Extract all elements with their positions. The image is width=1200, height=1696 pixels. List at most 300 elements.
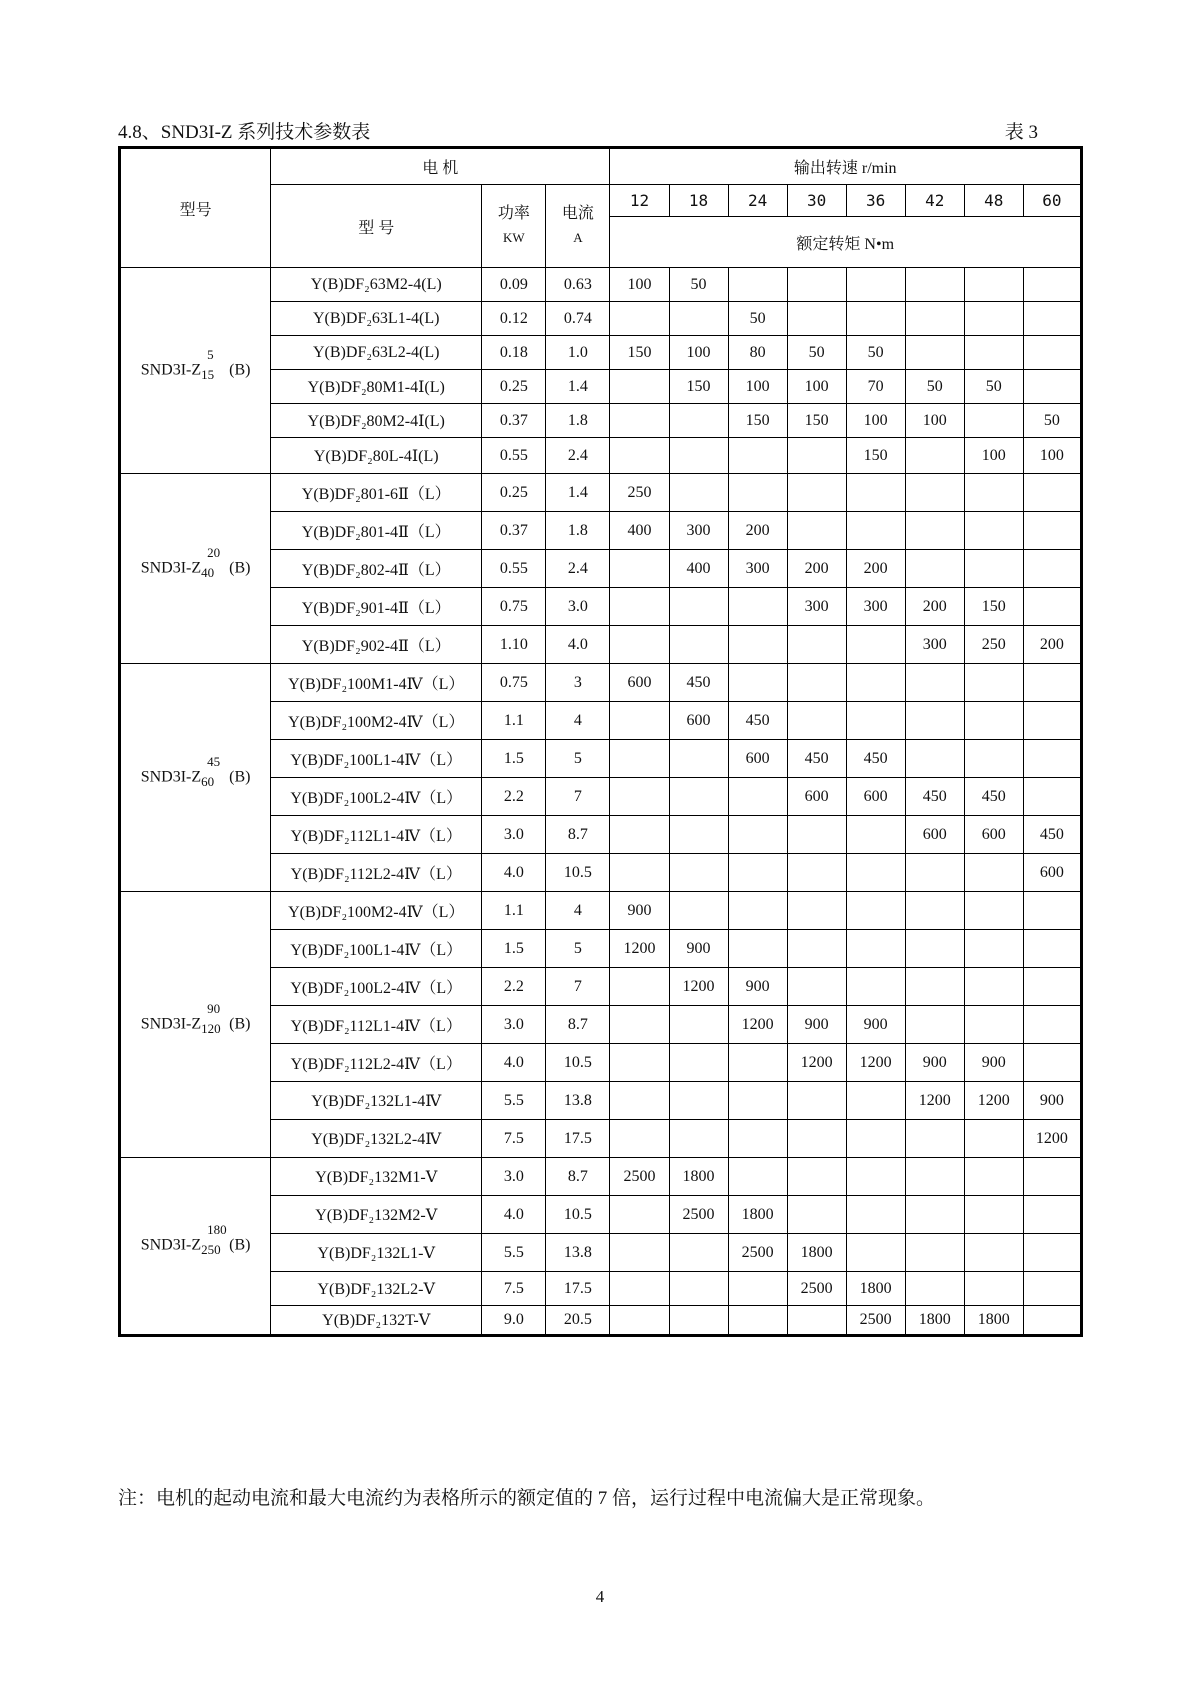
torque-cell: 900 [669,930,728,968]
torque-cell: 1200 [964,1082,1023,1120]
current-cell: 4 [546,702,610,740]
torque-cell [669,816,728,854]
torque-cell: 1800 [905,1306,964,1336]
motor-model-cell: Y(B)DF₂112L1-4Ⅳ（L） [271,816,482,854]
motor-model-cell: Y(B)DF₂80M1-4Ⅰ(L) [271,370,482,404]
current-cell: 5 [546,930,610,968]
current-cell: 0.63 [546,268,610,302]
torque-cell: 400 [669,550,728,588]
torque-cell [964,1006,1023,1044]
torque-cell [787,854,846,892]
torque-cell [905,968,964,1006]
torque-cell [610,702,669,740]
torque-cell: 600 [669,702,728,740]
power-cell: 2.2 [482,968,546,1006]
motor-model-cell: Y(B)DF₂63L1-4(L) [271,302,482,336]
series-ratio-max: 250 [201,1242,221,1257]
torque-cell [787,1082,846,1120]
torque-cell: 200 [905,588,964,626]
torque-cell [610,1120,669,1158]
torque-cell [728,1120,787,1158]
motor-model-cell: Y(B)DF₂63M2-4(L) [271,268,482,302]
torque-cell: 250 [964,626,1023,664]
col-speed-group-header [610,148,1082,185]
torque-cell [1023,930,1081,968]
torque-cell: 900 [964,1044,1023,1082]
torque-cell: 2500 [728,1234,787,1272]
torque-cell [964,336,1023,370]
current-cell: 2.4 [546,550,610,588]
motor-model-cell: Y(B)DF₂902-4Ⅱ（L） [271,626,482,664]
torque-cell [669,1006,728,1044]
current-cell: 7 [546,968,610,1006]
torque-cell [846,968,905,1006]
torque-cell: 450 [964,778,1023,816]
series-ratio-max: 40 [201,564,215,580]
current-cell: 8.7 [546,1158,610,1196]
torque-cell [964,268,1023,302]
torque-cell: 900 [610,892,669,930]
current-cell: 10.5 [546,1044,610,1082]
col-motor-model-header: 型 号 [271,185,482,268]
torque-cell [669,626,728,664]
torque-cell [669,892,728,930]
motor-model-cell: Y(B)DF₂132L2-4Ⅳ [271,1120,482,1158]
torque-cell [610,778,669,816]
current-cell: 20.5 [546,1306,610,1336]
torque-cell [728,816,787,854]
torque-cell [905,664,964,702]
motor-model-cell: Y(B)DF₂100M2-4Ⅳ（L） [271,892,482,930]
torque-cell: 1200 [728,1006,787,1044]
torque-cell [669,778,728,816]
power-cell: 7.5 [482,1120,546,1158]
torque-cell [787,930,846,968]
motor-model-cell: Y(B)DF₂802-4Ⅱ（L） [271,550,482,588]
motor-model-cell: Y(B)DF₂112L1-4Ⅳ（L） [271,1006,482,1044]
motor-model-cell: Y(B)DF₂80L-4Ⅰ(L) [271,438,482,474]
torque-cell [728,474,787,512]
motor-model-cell: Y(B)DF₂63L2-4(L) [271,336,482,370]
torque-cell: 150 [787,404,846,438]
torque-cell [846,854,905,892]
torque-cell [905,740,964,778]
series-prefix: SND3I-Z [140,1015,202,1033]
torque-cell [846,512,905,550]
series-ratio-min: 5 [207,346,214,362]
power-cell: 2.2 [482,778,546,816]
torque-cell [964,930,1023,968]
torque-cell [669,1120,728,1158]
table-row [120,664,1082,702]
torque-cell [610,1082,669,1120]
power-cell: 9.0 [482,1306,546,1336]
torque-cell [610,740,669,778]
power-cell: 3.0 [482,1006,546,1044]
motor-model-cell: Y(B)DF₂100M1-4Ⅳ（L） [271,664,482,702]
series-ratio-min: 20 [207,544,221,560]
torque-cell [1023,778,1081,816]
torque-cell [610,1044,669,1082]
torque-cell: 300 [669,512,728,550]
torque-cell [846,1120,905,1158]
current-cell: 13.8 [546,1234,610,1272]
torque-cell [610,1196,669,1234]
torque-cell: 200 [728,512,787,550]
speed-group-label: 输出转速 r/min [793,160,897,177]
torque-cell: 450 [1023,816,1081,854]
torque-cell: 300 [846,588,905,626]
torque-cell [610,588,669,626]
torque-cell [610,626,669,664]
torque-cell [669,438,728,474]
torque-cell [787,664,846,702]
series-ratio-max: 120 [201,1020,221,1036]
spec-table-body [120,268,1082,1336]
torque-cell [669,1044,728,1082]
torque-cell: 150 [728,404,787,438]
torque-cell: 50 [846,336,905,370]
series-ratio-max: 15 [201,366,215,382]
torque-cell [1023,892,1081,930]
current-cell: 7 [546,778,610,816]
motor-model-cell: Y(B)DF₂112L2-4Ⅳ（L） [271,1044,482,1082]
power-cell: 4.0 [482,854,546,892]
series-model-cell [120,474,271,664]
torque-cell [669,1234,728,1272]
series-prefix: SND3I-Z [140,768,202,786]
torque-cell [1023,1272,1081,1306]
torque-cell [728,1158,787,1196]
torque-cell [964,702,1023,740]
torque-cell [905,550,964,588]
torque-cell [905,702,964,740]
current-cell: 3 [546,664,610,702]
torque-cell [610,854,669,892]
table-row [120,892,1082,930]
torque-cell [1023,1196,1081,1234]
torque-cell [964,664,1023,702]
torque-cell [787,626,846,664]
torque-cell: 600 [728,740,787,778]
current-cell: 0.74 [546,302,610,336]
torque-cell: 1200 [669,968,728,1006]
col-model-header: 型号 [120,148,271,268]
torque-cell [1023,1006,1081,1044]
speed-header: 24 [728,185,787,217]
torque-cell [728,268,787,302]
torque-cell [905,1234,964,1272]
current-cell: 1.4 [546,474,610,512]
speed-header: 48 [964,185,1023,217]
torque-cell: 2500 [669,1196,728,1234]
current-cell: 2.4 [546,438,610,474]
torque-cell [610,1306,669,1336]
motor-model-cell: Y(B)DF₂132M2-Ⅴ [271,1196,482,1234]
power-cell: 0.37 [482,512,546,550]
motor-model-cell: Y(B)DF₂132L2-Ⅴ [271,1272,482,1306]
torque-cell [1023,702,1081,740]
torque-cell: 1200 [1023,1120,1081,1158]
speed-header: 30 [787,185,846,217]
torque-cell: 450 [669,664,728,702]
section-header [118,117,1038,143]
torque-cell [728,1306,787,1336]
section-title: 4.8、SND3I-Z 系列技术参数表 [118,122,371,143]
torque-cell [787,512,846,550]
power-cell: 0.75 [482,588,546,626]
torque-cell [669,740,728,778]
speed-header: 36 [846,185,905,217]
torque-cell [669,1082,728,1120]
torque-cell: 100 [669,336,728,370]
torque-cell [610,404,669,438]
speed-header: 12 [610,185,669,217]
torque-cell: 1200 [610,930,669,968]
torque-cell: 600 [905,816,964,854]
power-cell: 7.5 [482,1272,546,1306]
torque-cell [964,1196,1023,1234]
torque-cell: 1800 [728,1196,787,1234]
torque-cell: 150 [846,438,905,474]
page-number: 4 [595,1587,605,1606]
torque-cell: 1800 [846,1272,905,1306]
torque-cell [964,968,1023,1006]
motor-model-cell: Y(B)DF₂901-4Ⅱ（L） [271,588,482,626]
torque-cell: 2500 [787,1272,846,1306]
torque-cell: 50 [905,370,964,404]
torque-cell [964,1120,1023,1158]
torque-cell: 50 [1023,404,1081,438]
torque-cell: 600 [846,778,905,816]
torque-cell [787,892,846,930]
power-cell: 1.5 [482,930,546,968]
power-cell: 0.75 [482,664,546,702]
series-model-cell [120,664,271,892]
torque-cell [787,438,846,474]
power-cell: 5.5 [482,1082,546,1120]
torque-cell [905,854,964,892]
torque-cell [1023,512,1081,550]
torque-cell [905,1272,964,1306]
torque-cell [1023,268,1081,302]
torque-cell: 150 [610,336,669,370]
torque-cell: 900 [1023,1082,1081,1120]
current-unit: A [573,229,583,245]
torque-cell [846,1082,905,1120]
torque-cell: 2500 [610,1158,669,1196]
torque-cell: 450 [846,740,905,778]
series-suffix: (B) [229,559,251,577]
table-row [120,268,1082,302]
current-cell: 10.5 [546,1196,610,1234]
torque-cell [610,1272,669,1306]
col-motor-group-header: 电 机 [271,148,610,185]
torque-cell [728,892,787,930]
series-model-cell [120,892,271,1158]
current-cell: 3.0 [546,588,610,626]
series-ratio-min: 45 [207,753,221,769]
series-prefix: SND3I-Z [140,559,202,577]
torque-cell: 200 [846,550,905,588]
torque-cell: 50 [669,268,728,302]
torque-cell [1023,474,1081,512]
current-cell: 8.7 [546,816,610,854]
torque-cell: 100 [1023,438,1081,474]
torque-cell [846,474,905,512]
torque-cell [610,968,669,1006]
power-cell: 1.5 [482,740,546,778]
torque-cell [964,302,1023,336]
torque-cell [787,1306,846,1336]
torque-cell [787,474,846,512]
motor-model-cell: Y(B)DF₂132L1-4Ⅳ [271,1082,482,1120]
torque-cell: 600 [964,816,1023,854]
series-ratio [201,1000,229,1036]
spec-table [118,146,1083,1337]
torque-cell [728,1082,787,1120]
torque-cell: 1200 [905,1082,964,1120]
torque-cell [964,740,1023,778]
torque-cell [728,1272,787,1306]
power-cell: 0.09 [482,268,546,302]
series-ratio [201,346,229,382]
torque-cell [1023,1306,1081,1336]
torque-cell [905,268,964,302]
torque-cell: 200 [787,550,846,588]
torque-cell: 1200 [846,1044,905,1082]
torque-cell [728,664,787,702]
torque-cell [964,512,1023,550]
torque-cell [964,550,1023,588]
torque-cell: 300 [905,626,964,664]
torque-cell [905,1196,964,1234]
table-row [120,1158,1082,1196]
power-unit: KW [503,229,525,245]
table-row [120,474,1082,512]
motor-model-cell: Y(B)DF₂100L1-4Ⅳ（L） [271,740,482,778]
torque-cell [905,1158,964,1196]
power-cell: 0.18 [482,336,546,370]
torque-cell: 100 [610,268,669,302]
motor-model-cell: Y(B)DF₂100L1-4Ⅳ（L） [271,930,482,968]
col-current-header [546,185,610,268]
torque-cell [846,302,905,336]
speed-header: 42 [905,185,964,217]
current-cell: 17.5 [546,1120,610,1158]
series-ratio-min: 90 [207,1000,221,1016]
col-power-header [482,185,546,268]
torque-cell [905,474,964,512]
torque-cell [964,474,1023,512]
torque-cell [846,930,905,968]
torque-cell [964,1234,1023,1272]
current-cell: 1.8 [546,512,610,550]
torque-cell [728,778,787,816]
torque-cell [846,664,905,702]
torque-cell [905,1006,964,1044]
torque-cell [905,930,964,968]
torque-cell [787,968,846,1006]
torque-cell [964,1158,1023,1196]
torque-cell: 250 [610,474,669,512]
power-cell: 0.25 [482,474,546,512]
series-ratio-max: 60 [201,773,215,789]
series-suffix: (B) [229,1236,251,1254]
power-cell: 4.0 [482,1044,546,1082]
series-ratio-min: 180 [207,1222,227,1237]
torque-cell [610,550,669,588]
current-cell: 17.5 [546,1272,610,1306]
power-cell: 1.1 [482,702,546,740]
torque-cell [905,438,964,474]
torque-cell [787,1196,846,1234]
torque-cell: 150 [964,588,1023,626]
torque-cell: 900 [728,968,787,1006]
torque-cell [1023,664,1081,702]
torque-cell [846,892,905,930]
torque-cell [964,892,1023,930]
torque-cell [1023,370,1081,404]
power-cell: 0.25 [482,370,546,404]
torque-cell: 450 [728,702,787,740]
torque-cell: 100 [846,404,905,438]
motor-model-cell: Y(B)DF₂100L2-4Ⅳ（L） [271,778,482,816]
torque-cell: 100 [905,404,964,438]
torque-cell [728,438,787,474]
current-cell: 10.5 [546,854,610,892]
power-cell: 5.5 [482,1234,546,1272]
motor-model-cell: Y(B)DF₂100L2-4Ⅳ（L） [271,968,482,1006]
torque-cell [610,1006,669,1044]
torque-cell [728,930,787,968]
motor-model-cell: Y(B)DF₂132M1-Ⅴ [271,1158,482,1196]
torque-cell: 900 [846,1006,905,1044]
torque-cell [669,588,728,626]
torque-cell [610,302,669,336]
torque-cell: 300 [787,588,846,626]
torque-cell: 200 [1023,626,1081,664]
torque-cell [846,268,905,302]
power-label: 功率 [497,204,530,222]
current-label: 电流 [561,204,594,222]
torque-cell [1023,302,1081,336]
series-model-cell [120,268,271,474]
torque-cell [610,370,669,404]
power-cell: 0.55 [482,438,546,474]
torque-cell: 50 [728,302,787,336]
torque-cell [728,854,787,892]
torque-cell [905,512,964,550]
torque-cell [846,702,905,740]
torque-cell [846,626,905,664]
current-cell: 1.0 [546,336,610,370]
torque-cell [905,892,964,930]
torque-label: 额定转矩 N•m [610,217,1082,268]
motor-model-cell: Y(B)DF₂100M2-4Ⅳ（L） [271,702,482,740]
torque-cell: 80 [728,336,787,370]
torque-cell: 900 [787,1006,846,1044]
torque-cell [669,302,728,336]
torque-cell [1023,1044,1081,1082]
torque-cell [610,1234,669,1272]
torque-cell [964,854,1023,892]
current-cell: 5 [546,740,610,778]
current-cell: 4 [546,892,610,930]
power-cell: 1.10 [482,626,546,664]
torque-cell [728,626,787,664]
torque-cell [846,1234,905,1272]
